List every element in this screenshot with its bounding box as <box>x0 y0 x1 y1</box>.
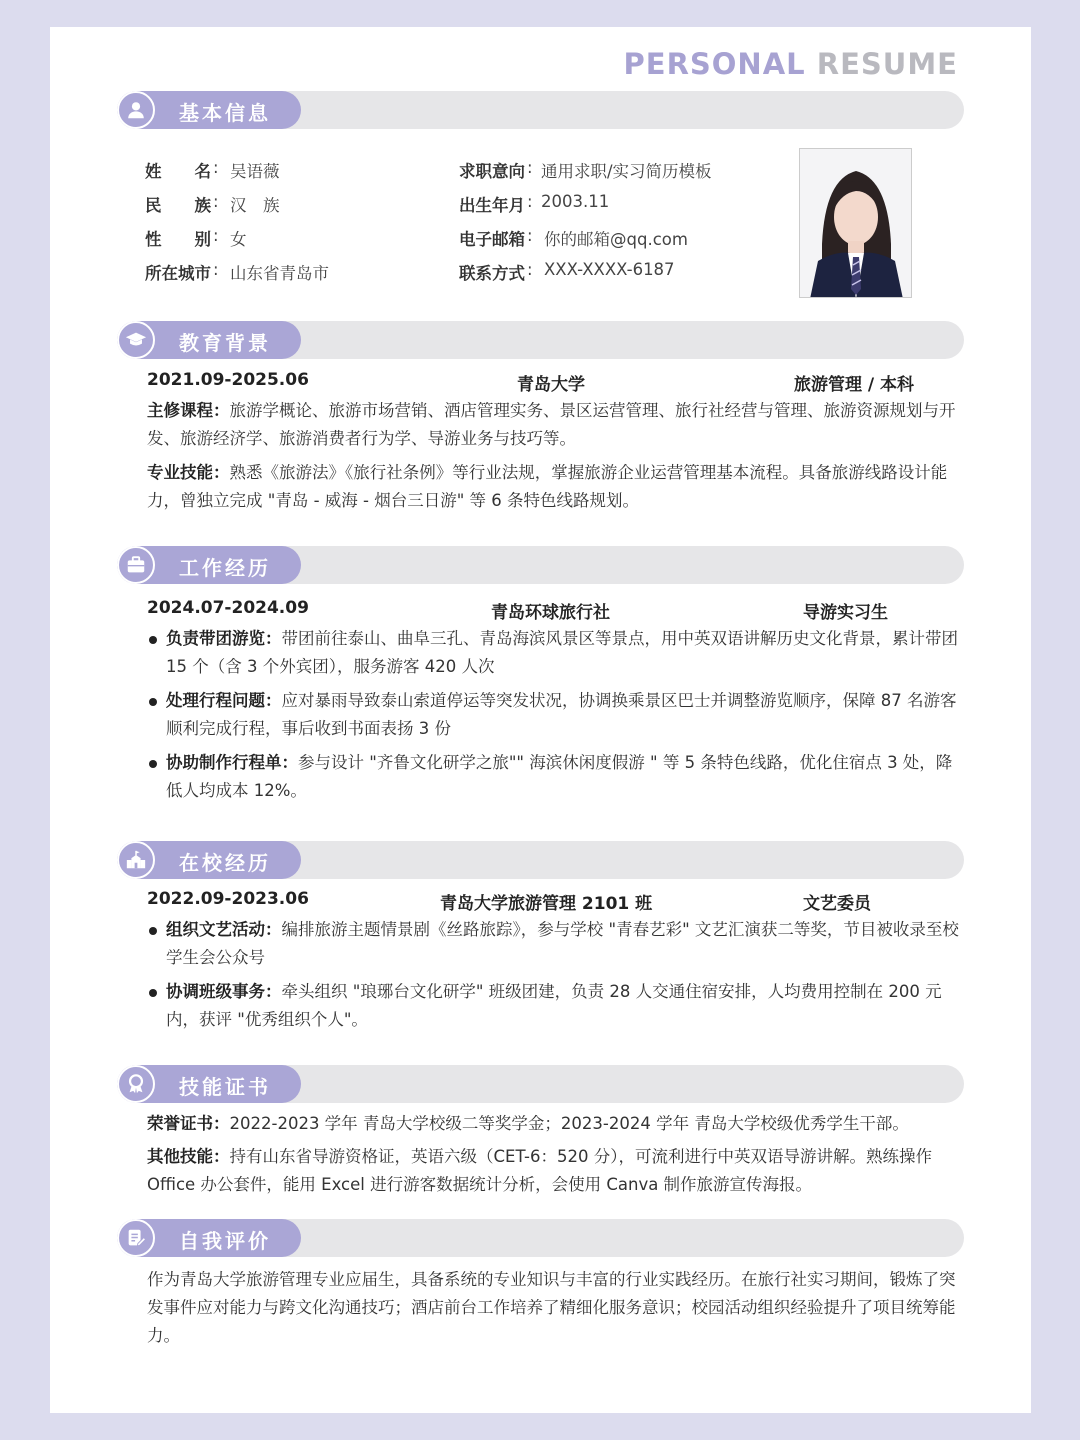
work-item-text: 带团前往泰山、曲阜三孔、青岛海滨风景区等景点，用中英双语讲解历史文化背景，累计带团 15 个（含 3 个外宾团），服务游客 420 人次 <box>166 629 958 676</box>
city-value: 山东省青岛市 <box>230 264 329 283</box>
section-header-basic <box>117 91 964 129</box>
title-personal: PERSONAL <box>623 47 806 81</box>
section-header-education <box>117 321 964 359</box>
self-eval-text: 作为青岛大学旅游管理专业应届生，具备系统的专业知识与丰富的行业实践经历。在旅行社实习期间，锻炼了突发事件应对能力与跨文化沟通技巧；酒店前台工作培养了精细化服务意识；校园活动组织经验提升了项目统筹能力。 <box>147 1270 956 1345</box>
profile-photo <box>799 148 912 298</box>
school-icon <box>117 841 155 879</box>
campus-item-text: 编排旅游主题情景剧《丝路旅踪》，参与学校 "青春艺彩" 文艺汇演获二等奖，节目被收录至校学生会公众号 <box>166 920 959 967</box>
honor-label: 荣誉证书： <box>147 1114 230 1133</box>
section-header-skills <box>117 1065 964 1103</box>
gender-value: 女 <box>230 230 247 249</box>
name-label: 姓 名 <box>145 162 211 181</box>
section-title: 基本信息 <box>179 101 271 125</box>
phone-sep: : <box>527 260 533 279</box>
campus-date: 2022.09-2023.06 <box>147 889 309 909</box>
phone-value: XXX-XXXX-6187 <box>544 260 675 279</box>
resume-page <box>50 27 1031 1413</box>
other-label: 其他技能： <box>147 1147 230 1166</box>
education-skills <box>147 459 962 515</box>
birth-label: 出生年月 <box>459 196 525 215</box>
education-courses <box>147 397 962 453</box>
section-header-work <box>117 546 964 584</box>
work-item <box>147 625 962 681</box>
education-row <box>147 370 967 394</box>
email-label: 电子邮箱 <box>459 230 525 249</box>
section-title: 在校经历 <box>179 851 271 875</box>
skills-honor <box>147 1110 962 1138</box>
briefcase-icon <box>117 546 155 584</box>
courses-label: 主修课程： <box>147 401 230 420</box>
work-item-text: 应对暴雨导致泰山索道停运等突发状况，协调换乘景区巴士并调整游览顺序，保障 87 名游客顺利完成行程，事后收到书面表扬 3 份 <box>166 691 957 738</box>
work-item-label: 处理行程问题： <box>166 691 282 710</box>
birth-value: 2003.11 <box>541 192 610 211</box>
work-row <box>147 598 967 622</box>
campus-row <box>147 889 967 913</box>
city-label: 所在城市 <box>145 264 211 283</box>
section-title: 技能证书 <box>179 1075 271 1099</box>
work-item <box>147 687 962 743</box>
education-school: 青岛大学 <box>517 375 585 395</box>
education-date: 2021.09-2025.06 <box>147 370 309 390</box>
skills-other <box>147 1143 962 1199</box>
graduation-cap-icon <box>117 321 155 359</box>
intent-label: 求职意向 <box>459 162 525 181</box>
phone-label: 联系方式 <box>459 264 525 283</box>
section-header-campus <box>117 841 964 879</box>
skills-text: 熟悉《旅游法》《旅行社条例》等行业法规，掌握旅游企业运营管理基本流程。具备旅游线路设计能力，曾独立完成 "青岛 - 威海 - 烟台三日游" 等 6 条特色线路规划。 <box>147 463 948 510</box>
campus-item <box>147 916 962 972</box>
work-item <box>147 749 962 805</box>
campus-item-text: 牵头组织 "琅琊台文化研学" 班级团建，负责 28 人交通住宿安排，人均费用控制在 200 元内，获评 "优秀组织个人"。 <box>166 982 942 1029</box>
courses-text: 旅游学概论、旅游市场营销、酒店管理实务、景区运营管理、旅行社经营与管理、旅游资源规划与开发、旅游经济学、旅游消费者行为学、导游业务与技巧等。 <box>147 401 956 448</box>
gender-sep: : <box>213 226 219 245</box>
education-major: 旅游管理 / 本科 <box>794 375 915 395</box>
work-item-text: 参与设计 "齐鲁文化研学之旅"" 海滨休闲度假游 " 等 5 条特色线路，优化住宿点 3 处，降低人均成本 12%。 <box>166 753 953 800</box>
skills-label: 专业技能： <box>147 463 230 482</box>
email-value: 你的邮箱@qq.com <box>544 230 688 249</box>
other-text: 持有山东省导游资格证，英语六级（CET-6：520 分），可流利进行中英双语导游讲解。熟练操作 Office 办公套件，能用 Excel 进行游客数据统计分析，会使用 Canva 制作旅游宣传海报。 <box>147 1147 932 1194</box>
campus-role: 文艺委员 <box>803 894 871 914</box>
section-title: 自我评价 <box>179 1229 271 1253</box>
name-value: 吴语薇 <box>230 162 280 181</box>
work-item-label: 协助制作行程单： <box>166 753 298 772</box>
section-title: 教育背景 <box>179 331 271 355</box>
edit-note-icon <box>117 1219 155 1257</box>
section-title: 工作经历 <box>179 556 271 580</box>
award-icon <box>117 1065 155 1103</box>
birth-sep: : <box>527 192 533 211</box>
ethnic-label: 民 族 <box>145 196 211 215</box>
name-sep: : <box>213 158 219 177</box>
ethnic-sep: : <box>213 192 219 211</box>
campus-item <box>147 978 962 1034</box>
user-icon <box>117 91 155 129</box>
intent-sep: : <box>527 158 533 177</box>
gender-label: 性 别 <box>145 230 211 249</box>
city-sep: : <box>213 260 219 279</box>
ethnic-value: 汉 族 <box>230 196 280 215</box>
work-company: 青岛环球旅行社 <box>491 603 610 623</box>
work-date: 2024.07-2024.09 <box>147 598 309 618</box>
section-header-self <box>117 1219 964 1257</box>
work-role: 导游实习生 <box>803 603 888 623</box>
page-title <box>624 47 959 81</box>
intent-value: 通用求职/实习简历模板 <box>541 162 712 181</box>
honor-text: 2022-2023 学年 青岛大学校级二等奖学金；2023-2024 学年 青岛大学校级优秀学生干部。 <box>229 1114 909 1133</box>
email-sep: : <box>527 226 533 245</box>
title-resume: RESUME <box>816 47 958 81</box>
work-item-label: 负责带团游览： <box>166 629 282 648</box>
campus-org: 青岛大学旅游管理 2101 班 <box>440 894 653 914</box>
campus-item-label: 协调班级事务： <box>166 982 282 1001</box>
campus-item-label: 组织文艺活动： <box>166 920 282 939</box>
